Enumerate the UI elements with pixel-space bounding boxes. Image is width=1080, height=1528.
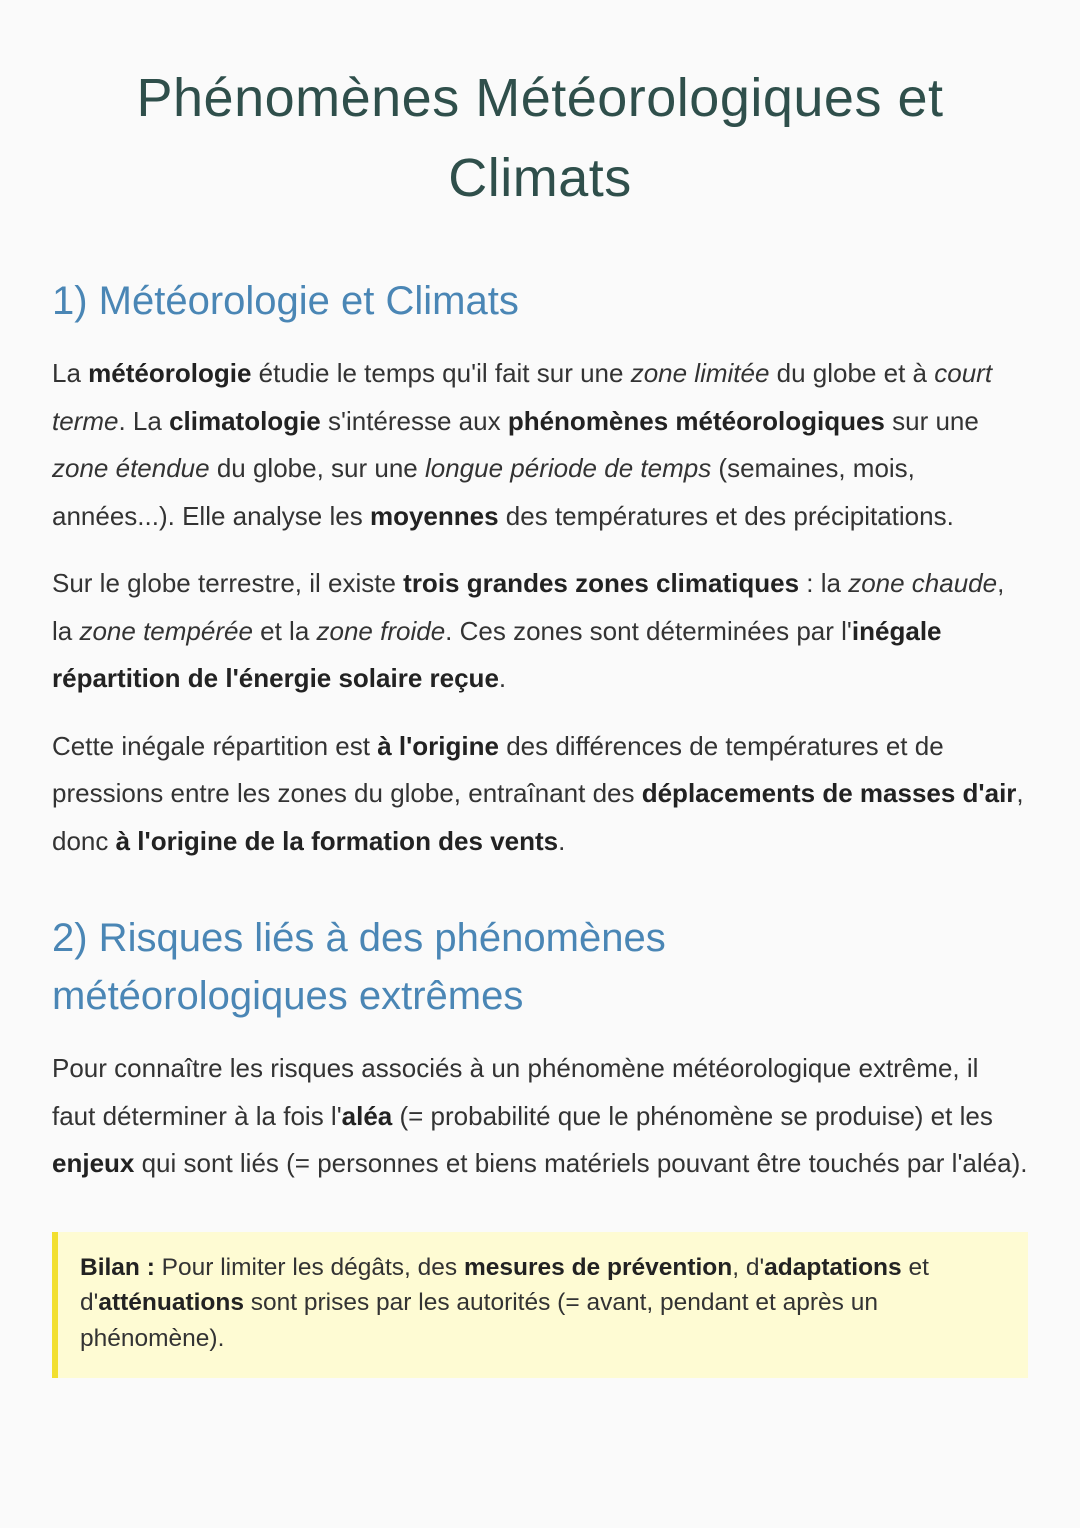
text-run: (= probabilité que le phénomène se produise) et les [392,1100,993,1131]
text-run: . La [118,405,170,436]
section-1-paragraph-3 [52,723,1028,866]
text-run: Pour limiter les dégâts, des [154,1253,464,1281]
text-run: étudie le temps qu'il fait sur une [251,358,631,388]
bold-term: à l'origine de la formation des vents [115,825,559,856]
bold-term: moyennes [369,500,499,531]
text-run: . Ces zones sont déterminées par l' [445,615,852,646]
bold-term: atténuations [98,1289,244,1316]
text-run: La [52,358,89,388]
italic-term: zone froide [316,615,446,646]
text-run: sur une [884,405,979,436]
text-run: qui sont liés (= personnes et biens matériels pouvant être touchés par l'aléa). [134,1148,1028,1178]
text-run: Sur le globe terrestre, il existe [52,568,404,598]
text-run: Pour connaître les risques associés à un phénomène météorologique extrême, il faut déterminer à la fois l' [52,1053,979,1131]
bold-term: phénomènes météorologiques [507,405,885,436]
bold-term: déplacements de masses d'air [641,778,1017,808]
bold-term: à l'origine [377,730,499,761]
bold-term: trois grandes zones climatiques [403,568,800,598]
section-1-paragraph-2 [52,560,1028,703]
italic-term: court terme [52,358,993,436]
section-2-paragraph-1 [52,1045,1028,1188]
bold-term: adaptations [764,1253,902,1281]
bold-term: enjeux [52,1148,135,1178]
text-run: , d' [732,1253,765,1281]
text-run: du globe et à [769,358,935,388]
text-run: , donc [52,778,1024,856]
text-run: : la [799,568,849,598]
text-run: et d' [80,1253,929,1316]
text-run: , la [52,568,1005,646]
bold-term: inégale répartition de l'énergie solaire reçue [52,615,942,693]
text-run: des différences de températures et de pressions entre les zones du globe, entraînant des [52,730,944,808]
text-run: . [558,825,566,856]
section-2-heading [52,909,1028,1025]
text-run: des températures et des précipitations. [498,500,954,531]
section-1-heading: 1) Météorologie et Climats [52,279,519,323]
italic-term: zone chaude [848,568,998,598]
bold-term: aléa [341,1100,393,1131]
page-title: Phénomènes Météorologiques et Climats [136,68,944,208]
bold-term: climatologie [169,405,321,436]
text-run: sont prises par les autorités (= avant, pendant et après un phénomène). [80,1289,878,1352]
text-run: du globe, sur une [209,453,425,483]
bilan-callout [52,1232,1028,1379]
bold-term: météorologie [88,358,252,388]
italic-term: zone étendue [52,453,210,483]
italic-term: longue période de temps [424,453,712,483]
text-run: . [498,663,507,693]
bilan-label: Bilan : [80,1253,155,1281]
text-run: (semaines, mois, années...). Elle analyse les [52,453,915,531]
heading-line: 2) Risques liés à des phénomènes [52,916,666,960]
italic-term: zone tempérée [79,615,253,646]
section-1-paragraph-1 [52,350,1028,540]
italic-term: zone limitée [630,358,770,388]
text-run: s'intéresse aux [320,405,508,436]
text-run: et la [252,615,317,646]
text-run: Cette inégale répartition est [52,730,378,761]
bold-term: mesures de prévention [463,1253,733,1281]
heading-line: météorologiques extrêmes [52,974,524,1018]
